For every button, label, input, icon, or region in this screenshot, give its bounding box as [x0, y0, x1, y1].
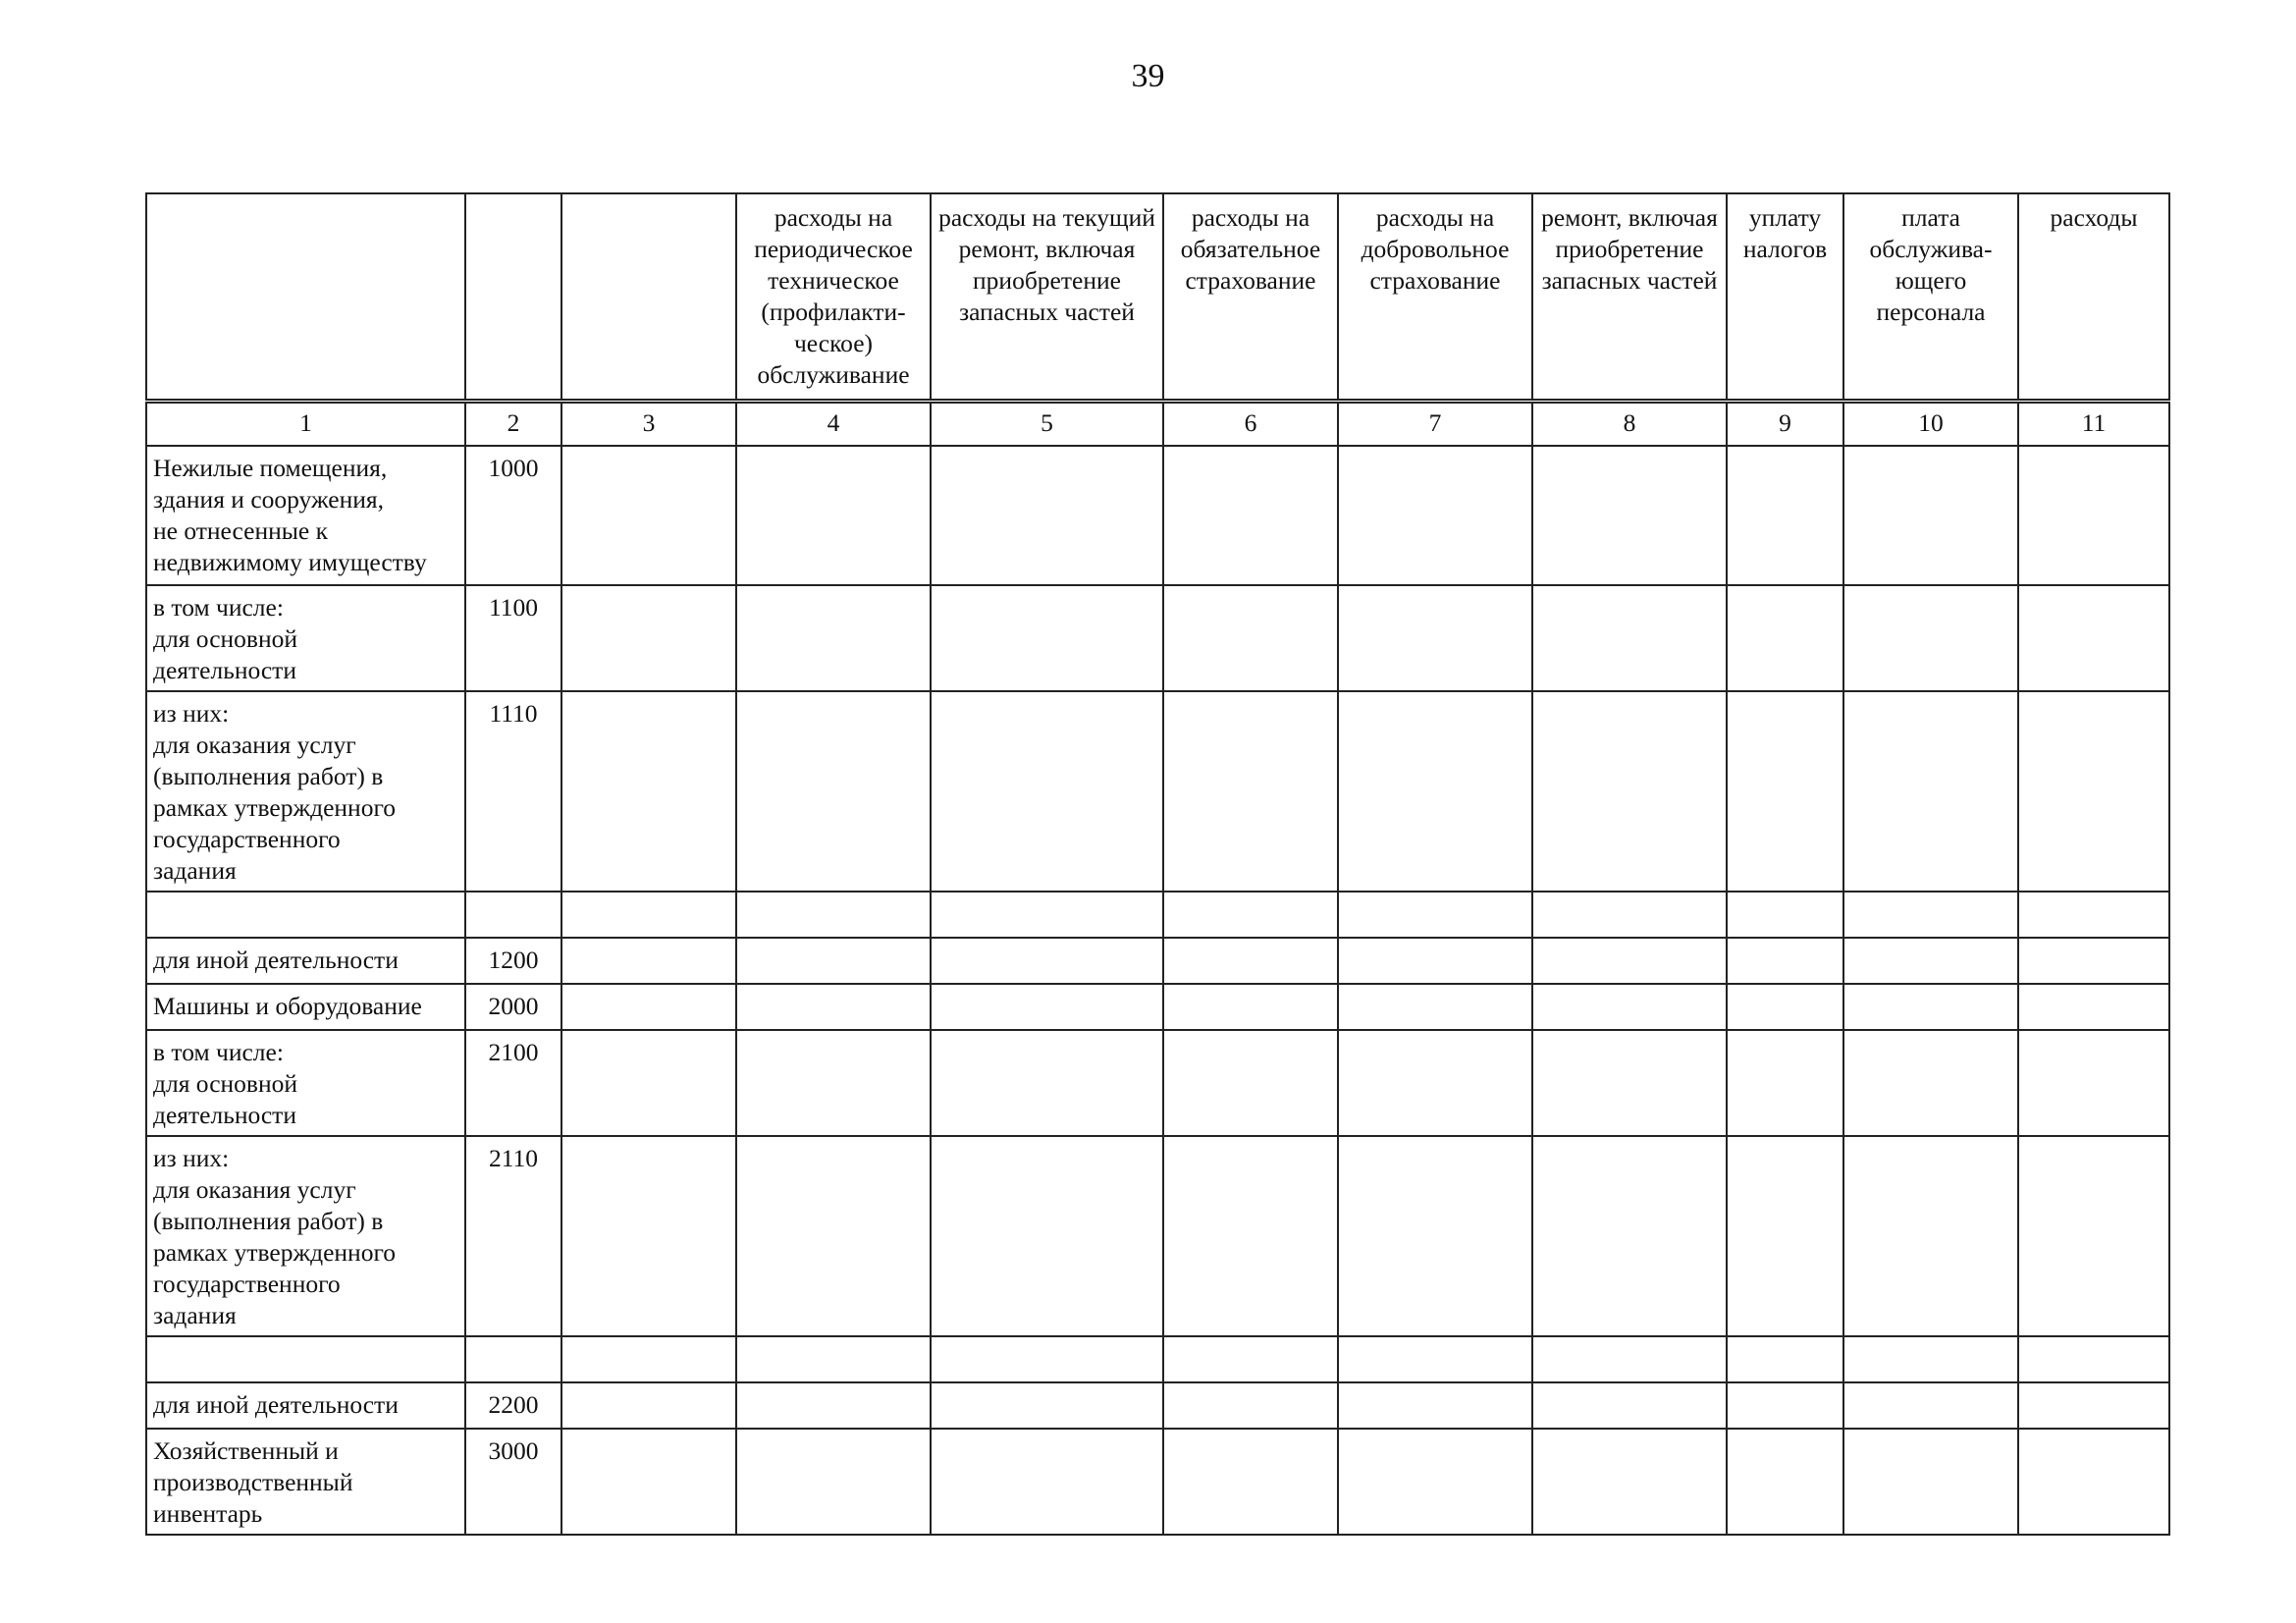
header-cell-periodic-maintenance: расходы на периодическое техническое (профилакти-ческое) обслуживание	[736, 193, 931, 402]
value-cell[interactable]	[736, 938, 931, 984]
row-code-cell: 2000	[465, 984, 561, 1030]
value-cell[interactable]	[1532, 1429, 1727, 1535]
value-cell[interactable]	[1843, 691, 2018, 892]
value-cell[interactable]	[1338, 446, 1532, 585]
row-name-cell: Нежилые помещения, здания и сооружения, не отнесенные к недвижимому имуществу	[146, 446, 465, 585]
column-number: 11	[2018, 402, 2169, 447]
header-cell-other-expenses: расходы	[2018, 193, 2169, 402]
value-cell[interactable]	[736, 1030, 931, 1136]
value-cell[interactable]	[736, 446, 931, 585]
value-cell[interactable]	[1338, 1030, 1532, 1136]
value-cell[interactable]	[1163, 1336, 1338, 1382]
value-cell[interactable]	[2018, 1136, 2169, 1336]
value-cell[interactable]	[561, 691, 736, 892]
value-cell[interactable]	[1338, 1336, 1532, 1382]
row-code-cell: 1110	[465, 691, 561, 892]
value-cell[interactable]	[1843, 1429, 2018, 1535]
row-code-cell: 1000	[465, 446, 561, 585]
value-cell[interactable]	[1338, 984, 1532, 1030]
header-cell-current-repair: расходы на текущий ремонт, включая приобретение запасных частей	[931, 193, 1163, 402]
row-code-cell: 2200	[465, 1382, 561, 1429]
row-code-cell: 1200	[465, 938, 561, 984]
expenses-table	[145, 192, 2170, 1536]
value-cell[interactable]	[1843, 446, 2018, 585]
table-row	[146, 938, 2169, 984]
column-number: 1	[146, 402, 465, 447]
value-cell[interactable]	[1727, 691, 1843, 892]
value-cell[interactable]	[561, 1136, 736, 1336]
value-cell[interactable]	[1532, 1382, 1727, 1429]
value-cell[interactable]	[1843, 1030, 2018, 1136]
value-cell[interactable]	[1532, 984, 1727, 1030]
row-name-cell: из них: для оказания услуг (выполнения работ) в рамках утвержденного государственного задания	[146, 691, 465, 892]
table-row	[146, 1136, 2169, 1336]
row-code-cell: 1100	[465, 585, 561, 691]
table-row	[146, 446, 2169, 585]
table-row	[146, 984, 2169, 1030]
row-name-cell: Хозяйственный и производственный инвентарь	[146, 1429, 465, 1535]
value-cell[interactable]	[1163, 938, 1338, 984]
value-cell[interactable]	[1532, 1030, 1727, 1136]
value-cell[interactable]	[2018, 585, 2169, 691]
value-cell[interactable]	[1163, 446, 1338, 585]
header-cell-mandatory-insurance: расходы на обязательное страхование	[1163, 193, 1338, 402]
value-cell[interactable]	[736, 984, 931, 1030]
value-cell[interactable]	[2018, 1336, 2169, 1382]
value-cell[interactable]	[1843, 892, 2018, 938]
value-cell[interactable]	[1163, 892, 1338, 938]
table-row-blank	[146, 892, 2169, 938]
value-cell[interactable]	[1532, 446, 1727, 585]
column-number: 4	[736, 402, 931, 447]
value-cell[interactable]	[1727, 1429, 1843, 1535]
column-number: 10	[1843, 402, 2018, 447]
value-cell[interactable]	[736, 585, 931, 691]
column-number: 2	[465, 402, 561, 447]
value-cell[interactable]	[2018, 446, 2169, 585]
value-cell[interactable]	[1843, 1382, 2018, 1429]
value-cell[interactable]	[931, 938, 1163, 984]
value-cell[interactable]	[1727, 892, 1843, 938]
value-cell[interactable]	[931, 585, 1163, 691]
value-cell[interactable]	[561, 892, 736, 938]
value-cell[interactable]	[1338, 1429, 1532, 1535]
value-cell[interactable]	[1532, 585, 1727, 691]
value-cell[interactable]	[1163, 691, 1338, 892]
column-number: 3	[561, 402, 736, 447]
table-row	[146, 1030, 2169, 1136]
column-number: 7	[1338, 402, 1532, 447]
row-name-cell[interactable]	[146, 1336, 465, 1382]
column-number: 8	[1532, 402, 1727, 447]
value-cell[interactable]	[1843, 1136, 2018, 1336]
value-cell[interactable]	[2018, 1429, 2169, 1535]
value-cell[interactable]	[1163, 1030, 1338, 1136]
value-cell[interactable]	[2018, 892, 2169, 938]
column-number: 9	[1727, 402, 1843, 447]
row-name-cell: в том числе: для основной деятельности	[146, 585, 465, 691]
value-cell[interactable]	[1727, 1382, 1843, 1429]
header-cell-voluntary-insurance: расходы на добровольное страхование	[1338, 193, 1532, 402]
value-cell[interactable]	[1727, 585, 1843, 691]
row-code-cell: 2110	[465, 1136, 561, 1336]
value-cell[interactable]	[931, 1382, 1163, 1429]
value-cell[interactable]	[1163, 1429, 1338, 1535]
table-row	[146, 1382, 2169, 1429]
page-number: 39	[1131, 58, 1165, 94]
value-cell[interactable]	[1163, 1136, 1338, 1336]
value-cell[interactable]	[1532, 938, 1727, 984]
column-number: 5	[931, 402, 1163, 447]
value-cell[interactable]	[1727, 446, 1843, 585]
value-cell[interactable]	[1532, 1136, 1727, 1336]
value-cell[interactable]	[736, 1429, 931, 1535]
value-cell[interactable]	[561, 1429, 736, 1535]
value-cell[interactable]	[736, 1336, 931, 1382]
value-cell[interactable]	[931, 1429, 1163, 1535]
value-cell[interactable]	[931, 984, 1163, 1030]
value-cell[interactable]	[1338, 585, 1532, 691]
value-cell[interactable]	[1843, 585, 2018, 691]
value-cell[interactable]	[1843, 1336, 2018, 1382]
row-name-cell: для иной деятельности	[146, 938, 465, 984]
value-cell[interactable]	[931, 892, 1163, 938]
value-cell[interactable]	[1727, 1030, 1843, 1136]
row-code-cell[interactable]	[465, 1336, 561, 1382]
value-cell[interactable]	[1338, 892, 1532, 938]
value-cell[interactable]	[1338, 1136, 1532, 1336]
table-row	[146, 691, 2169, 892]
value-cell[interactable]	[1532, 1336, 1727, 1382]
value-cell[interactable]	[561, 1336, 736, 1382]
row-name-cell: из них: для оказания услуг (выполнения работ) в рамках утвержденного государственного задания	[146, 1136, 465, 1336]
value-cell[interactable]	[2018, 691, 2169, 892]
value-cell[interactable]	[1532, 691, 1727, 892]
header-cell-col-2	[465, 193, 561, 402]
header-cell-col-3	[561, 193, 736, 402]
value-cell[interactable]	[561, 984, 736, 1030]
column-number-row	[146, 402, 2169, 447]
value-cell[interactable]	[2018, 1382, 2169, 1429]
value-cell[interactable]	[1338, 938, 1532, 984]
column-number: 6	[1163, 402, 1338, 447]
value-cell[interactable]	[2018, 984, 2169, 1030]
row-code-cell: 2100	[465, 1030, 561, 1136]
value-cell[interactable]	[2018, 1030, 2169, 1136]
value-cell[interactable]	[1163, 585, 1338, 691]
header-cell-col-1	[146, 193, 465, 402]
value-cell[interactable]	[561, 446, 736, 585]
row-code-cell: 3000	[465, 1429, 561, 1535]
value-cell[interactable]	[931, 1136, 1163, 1336]
header-cell-staff-payment: плата обслужива-ющего персонала	[1843, 193, 2018, 402]
value-cell[interactable]	[1727, 984, 1843, 1030]
value-cell[interactable]	[561, 1030, 736, 1136]
table-row	[146, 585, 2169, 691]
header-cell-tax-payment: уплату налогов	[1727, 193, 1843, 402]
value-cell[interactable]	[931, 446, 1163, 585]
row-name-cell: в том числе: для основной деятельности	[146, 1030, 465, 1136]
value-cell[interactable]	[931, 691, 1163, 892]
value-cell[interactable]	[931, 1030, 1163, 1136]
header-cell-repair-spare-parts: ремонт, включая приобретение запасных частей	[1532, 193, 1727, 402]
value-cell[interactable]	[931, 1336, 1163, 1382]
value-cell[interactable]	[1338, 691, 1532, 892]
value-cell[interactable]	[736, 1136, 931, 1336]
value-cell[interactable]	[736, 892, 931, 938]
value-cell[interactable]	[2018, 938, 2169, 984]
value-cell[interactable]	[736, 1382, 931, 1429]
row-name-cell[interactable]	[146, 892, 465, 938]
value-cell[interactable]	[561, 585, 736, 691]
row-name-cell: Машины и оборудование	[146, 984, 465, 1030]
table-row-blank	[146, 1336, 2169, 1382]
table-row	[146, 1429, 2169, 1535]
row-name-cell: для иной деятельности	[146, 1382, 465, 1429]
row-code-cell[interactable]	[465, 892, 561, 938]
value-cell[interactable]	[1843, 984, 2018, 1030]
value-cell[interactable]	[1532, 892, 1727, 938]
value-cell[interactable]	[561, 938, 736, 984]
table-header-row	[146, 193, 2169, 402]
value-cell[interactable]	[1163, 1382, 1338, 1429]
value-cell[interactable]	[1338, 1382, 1532, 1429]
value-cell[interactable]	[736, 691, 931, 892]
value-cell[interactable]	[1727, 938, 1843, 984]
value-cell[interactable]	[1843, 938, 2018, 984]
value-cell[interactable]	[1727, 1136, 1843, 1336]
value-cell[interactable]	[561, 1382, 736, 1429]
value-cell[interactable]	[1727, 1336, 1843, 1382]
value-cell[interactable]	[1163, 984, 1338, 1030]
